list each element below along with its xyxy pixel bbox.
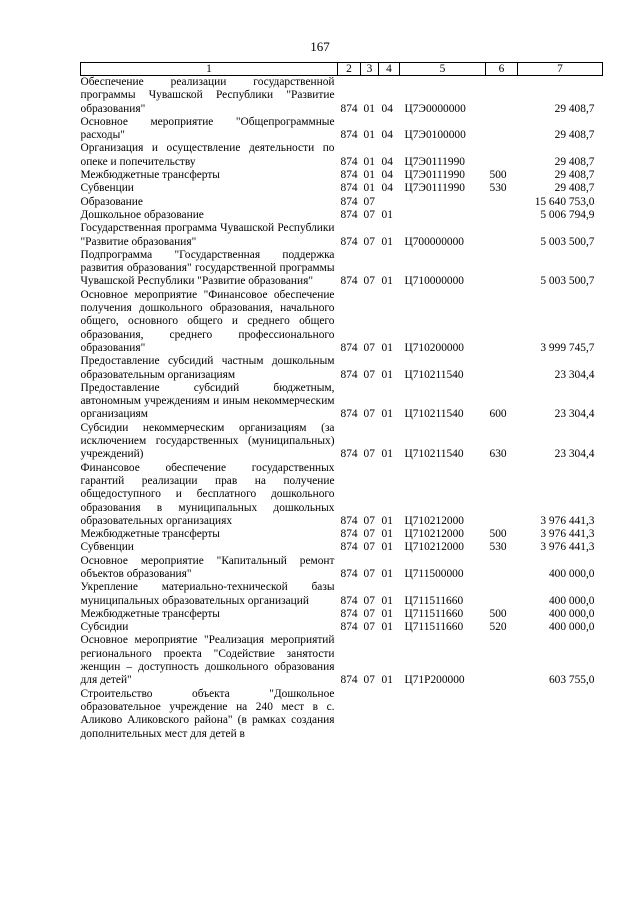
row-name: Основное мероприятие "Финансовое обеспечение получения дошкольного образования, начального общего, основного общего и среднего общего образования, среднего профессионального образования" <box>80 288 335 354</box>
table-row <box>81 249 603 289</box>
row-subsection: 04 <box>381 129 393 142</box>
row-article: Ц700000000 <box>404 235 464 248</box>
table-row <box>81 289 603 355</box>
row-expense-type <box>486 249 518 289</box>
row-name: Субвенции <box>80 541 134 554</box>
row-subsection: 01 <box>381 594 393 607</box>
header-col-article: 5 <box>400 63 486 76</box>
row-name: Обеспечение реализации государственной программы Чувашской Республики "Развитие образования" <box>80 76 335 115</box>
row-section: 07 <box>363 567 375 580</box>
row-name: Дошкольное образование <box>80 208 204 221</box>
budget-table <box>80 62 603 741</box>
row-article: Ц710000000 <box>404 275 464 288</box>
row-amount: 5 006 794,9 <box>540 208 595 221</box>
table-row <box>81 688 603 741</box>
row-expense-type <box>486 76 518 116</box>
row-amount: 29 408,7 <box>554 182 595 195</box>
table-row <box>81 528 603 541</box>
row-expense-type <box>486 209 518 222</box>
table-row <box>81 462 603 528</box>
row-expense-type <box>486 688 518 741</box>
table-row <box>81 382 603 422</box>
row-section: 07 <box>363 674 375 687</box>
row-article: Ц710200000 <box>404 341 464 354</box>
table-row <box>81 222 603 249</box>
row-article: Ц711511660 <box>404 621 464 634</box>
row-section: 07 <box>363 621 375 634</box>
row-expense-type: 500 <box>489 169 507 182</box>
row-name: Укрепление материально-технической базы муниципальных образовательных организаций <box>80 581 335 607</box>
table-row <box>81 182 603 195</box>
row-article: Ц710212000 <box>404 528 464 541</box>
row-section: 07 <box>363 514 375 527</box>
row-admin-code: 874 <box>340 408 358 421</box>
row-section: 07 <box>363 594 375 607</box>
row-amount: 400 000,0 <box>548 621 595 634</box>
row-name: Строительство объекта "Дошкольное образовательное учреждение на 240 мест в с. Аликово Аликовского района" (в рамках создания дополнительных мест для детей в <box>80 687 335 740</box>
row-name: Подпрограмма "Государственная поддержка развития образования" государственной программы Чувашской Республики "Развитие образования" <box>80 248 335 288</box>
row-article: Ц711500000 <box>404 567 464 580</box>
row-admin-code: 874 <box>340 514 358 527</box>
row-article <box>400 196 486 209</box>
row-amount: 400 000,0 <box>548 607 595 620</box>
row-article: Ц7Э0000000 <box>404 102 466 115</box>
row-subsection <box>379 196 400 209</box>
row-amount: 400 000,0 <box>548 594 595 607</box>
row-section: 07 <box>363 195 375 208</box>
row-admin-code: 874 <box>340 341 358 354</box>
table-row <box>81 355 603 382</box>
row-admin-code: 874 <box>340 368 358 381</box>
row-section: 07 <box>363 235 375 248</box>
row-admin-code: 874 <box>340 541 358 554</box>
row-amount: 3 976 441,3 <box>540 528 595 541</box>
row-expense-type: 600 <box>489 408 507 421</box>
row-article <box>400 688 486 741</box>
row-amount: 3 976 441,3 <box>540 514 595 527</box>
row-amount: 5 003 500,7 <box>540 235 595 248</box>
row-expense-type <box>486 555 518 582</box>
row-name: Субсидии некоммерческим организациям (за исключением государственных (муниципальных) учреждений) <box>80 421 335 461</box>
row-section: 01 <box>363 182 375 195</box>
row-name: Предоставление субсидий частным дошкольным образовательным организациям <box>80 355 335 381</box>
row-amount <box>518 688 603 741</box>
row-expense-type <box>486 581 518 608</box>
row-admin-code <box>338 688 361 741</box>
row-name: Финансовое обеспечение государственных гарантий реализации прав на получение общедоступного и бесплатного дошкольного образования в муниципальных дошкольных образовательных организациях <box>80 461 335 527</box>
row-admin-code: 874 <box>340 567 358 580</box>
row-admin-code: 874 <box>340 448 358 461</box>
row-name: Межбюджетные трансферты <box>80 528 220 541</box>
row-expense-type: 630 <box>489 448 507 461</box>
row-name: Предоставление субсидий бюджетным, автономным учреждениям и иным некоммерческим организациям <box>80 381 335 421</box>
row-subsection: 01 <box>381 408 393 421</box>
row-name: Образование <box>80 195 143 208</box>
row-article: Ц710211540 <box>404 408 464 421</box>
row-subsection: 04 <box>381 102 393 115</box>
row-section: 07 <box>363 607 375 620</box>
table-row <box>81 422 603 462</box>
table-row <box>81 581 603 608</box>
row-subsection: 01 <box>381 567 393 580</box>
row-name: Основное мероприятие "Общепрограммные расходы" <box>80 115 335 142</box>
row-subsection: 01 <box>381 368 393 381</box>
row-subsection: 04 <box>381 182 393 195</box>
row-name: Основное мероприятие "Реализация мероприятий регионального проекта "Содействие занятости женщин – доступность дошкольного образования для детей" <box>80 634 335 687</box>
row-admin-code: 874 <box>340 528 358 541</box>
row-admin-code: 874 <box>340 195 358 208</box>
header-col-name: 1 <box>81 63 338 76</box>
row-expense-type <box>486 634 518 687</box>
row-article: Ц7Э0111990 <box>404 182 465 195</box>
row-amount: 29 408,7 <box>554 102 595 115</box>
row-expense-type <box>486 142 518 169</box>
row-name: Межбюджетные трансферты <box>80 169 220 182</box>
row-article: Ц7Э0100000 <box>404 129 466 142</box>
row-name: Субвенции <box>80 182 134 195</box>
row-section: 07 <box>363 208 375 221</box>
row-subsection: 01 <box>381 621 393 634</box>
row-section: 07 <box>363 528 375 541</box>
row-admin-code: 874 <box>340 235 358 248</box>
row-article: Ц711511660 <box>404 607 464 620</box>
header-col-expense-type: 6 <box>486 63 518 76</box>
row-admin-code: 874 <box>340 275 358 288</box>
row-subsection <box>379 688 400 741</box>
row-amount: 23 304,4 <box>554 408 595 421</box>
row-section: 07 <box>363 341 375 354</box>
row-name: Основное мероприятие "Капитальный ремонт объектов образования" <box>80 554 335 580</box>
row-admin-code: 874 <box>340 607 358 620</box>
row-amount: 29 408,7 <box>554 169 595 182</box>
table-row <box>81 621 603 634</box>
row-section <box>361 688 379 741</box>
row-expense-type <box>486 116 518 143</box>
table-row <box>81 555 603 582</box>
row-expense-type: 500 <box>489 528 507 541</box>
row-expense-type: 530 <box>489 541 507 554</box>
row-subsection: 01 <box>381 674 393 687</box>
row-article: Ц71P200000 <box>404 674 465 687</box>
table-row <box>81 196 603 209</box>
table-row <box>81 142 603 169</box>
row-amount: 603 755,0 <box>548 674 595 687</box>
row-section: 07 <box>363 368 375 381</box>
row-section: 01 <box>363 102 375 115</box>
row-expense-type: 500 <box>489 607 507 620</box>
header-col-admin: 2 <box>338 63 361 76</box>
row-admin-code: 874 <box>340 208 358 221</box>
row-subsection: 04 <box>381 155 393 168</box>
row-subsection: 04 <box>381 169 393 182</box>
row-admin-code: 874 <box>340 621 358 634</box>
row-subsection: 01 <box>381 235 393 248</box>
row-article: Ц710211540 <box>404 368 464 381</box>
row-article: Ц710212000 <box>404 514 464 527</box>
row-subsection: 01 <box>381 341 393 354</box>
header-col-amount: 7 <box>518 63 603 76</box>
row-section: 01 <box>363 155 375 168</box>
page-number: 167 <box>310 39 330 54</box>
row-subsection: 01 <box>381 541 393 554</box>
row-expense-type: 530 <box>489 182 507 195</box>
header-row <box>81 63 603 76</box>
row-name: Организация и осуществление деятельности по опеке и попечительству <box>80 142 335 168</box>
row-section: 07 <box>363 408 375 421</box>
row-admin-code: 874 <box>340 169 358 182</box>
table-row <box>81 209 603 222</box>
row-admin-code: 874 <box>340 129 358 142</box>
row-article: Ц710212000 <box>404 541 464 554</box>
row-expense-type <box>486 222 518 249</box>
row-expense-type <box>486 462 518 528</box>
row-article: Ц7Э0111990 <box>404 169 465 182</box>
row-subsection: 01 <box>381 528 393 541</box>
row-name: Межбюджетные трансферты <box>80 607 220 620</box>
row-expense-type: 520 <box>489 621 507 634</box>
table-row <box>81 634 603 687</box>
row-amount: 23 304,4 <box>554 448 595 461</box>
row-section: 07 <box>363 275 375 288</box>
row-amount: 3 976 441,3 <box>540 541 595 554</box>
row-admin-code: 874 <box>340 674 358 687</box>
row-article <box>400 209 486 222</box>
table-row <box>81 76 603 116</box>
table-row <box>81 169 603 182</box>
row-admin-code: 874 <box>340 594 358 607</box>
row-article: Ц7Э0111990 <box>404 155 465 168</box>
row-admin-code: 874 <box>340 102 358 115</box>
row-expense-type <box>486 289 518 355</box>
row-expense-type <box>486 355 518 382</box>
row-amount: 29 408,7 <box>554 129 595 142</box>
row-section: 01 <box>363 129 375 142</box>
header-col-section: 3 <box>361 63 379 76</box>
row-section: 01 <box>363 169 375 182</box>
row-name: Государственная программа Чувашской Республики "Развитие образования" <box>80 222 335 248</box>
row-amount: 5 003 500,7 <box>540 275 595 288</box>
row-amount: 15 640 753,0 <box>534 195 595 208</box>
row-admin-code: 874 <box>340 182 358 195</box>
row-subsection: 01 <box>381 208 393 221</box>
row-subsection: 01 <box>381 514 393 527</box>
row-admin-code: 874 <box>340 155 358 168</box>
row-subsection: 01 <box>381 275 393 288</box>
row-amount: 23 304,4 <box>554 368 595 381</box>
row-expense-type <box>486 196 518 209</box>
table-row <box>81 541 603 554</box>
row-subsection: 01 <box>381 448 393 461</box>
row-subsection: 01 <box>381 607 393 620</box>
row-section: 07 <box>363 541 375 554</box>
row-name: Субсидии <box>80 621 129 634</box>
row-article: Ц710211540 <box>404 448 464 461</box>
row-section: 07 <box>363 448 375 461</box>
row-article: Ц711511660 <box>404 594 464 607</box>
header-col-subsection: 4 <box>379 63 400 76</box>
row-amount: 3 999 745,7 <box>540 341 595 354</box>
table-row <box>81 608 603 621</box>
table-row <box>81 116 603 143</box>
row-amount: 400 000,0 <box>548 567 595 580</box>
row-amount: 29 408,7 <box>554 155 595 168</box>
